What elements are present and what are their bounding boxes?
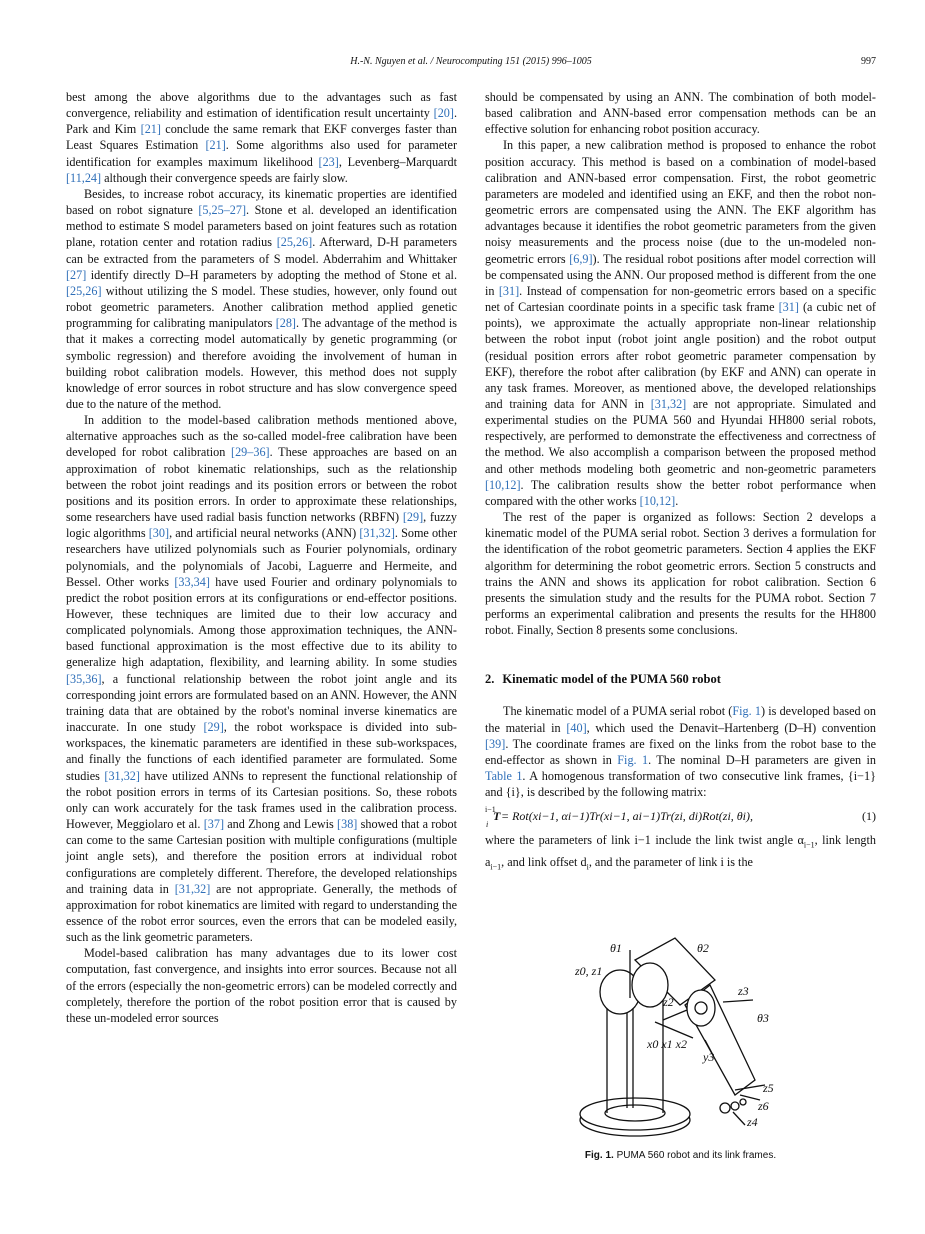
paragraph: should be compensated by using an ANN. The combination of both model-based calibration and ANN-based error compensation methods can be an effective solution for enhancing robot position accuracy. [485,90,876,137]
label-z4: z4 [747,1115,758,1129]
left-column [66,89,457,1026]
equation-sup: i−1 [485,805,496,815]
subscript: i [586,862,589,872]
paragraph: Model-based calibration has many advantages due to its lower cost computation, fast convergence, and insights into error sources. Because not all of the errors (especially the non-geometric errors) can be modeled correctly and completely, therefore the portion of the robot position error that is caused by these un-modeled error sources [66,946,457,1025]
citation-link[interactable]: [23] [318,154,339,169]
citation-link[interactable]: [33,34] [174,574,210,589]
citation-link[interactable]: Fig. 1 [732,704,761,719]
running-title: H.-N. Nguyen et al. / Neurocomputing 151 (2015) 996–1005 [350,56,592,67]
figure-caption [485,1150,876,1161]
citation-link[interactable]: [6,9] [569,251,593,266]
section-heading [485,671,876,687]
label-z5: z5 [763,1081,774,1095]
label-theta2: θ2 [697,941,709,955]
label-z2: z2 [663,995,674,1009]
citation-link[interactable]: [31,32] [104,768,140,783]
citation-link[interactable]: [29] [203,720,224,735]
citation-link[interactable]: [30] [148,526,170,541]
citation-link[interactable]: [35,36] [66,671,102,686]
citation-link[interactable]: [31,32] [650,396,687,411]
section-title: Kinematic model of the PUMA 560 robot [502,672,721,687]
citation-link[interactable]: [27] [66,267,87,282]
label-z6: z6 [758,1099,769,1113]
label-x012: x0 x1 x2 [647,1037,687,1051]
paragraph: where the parameters of link i−1 include the link twist angle $\alpha_{i-1}$, link length $a_{i-1}$, and link offset $d_i$, and the parameter of link i is the [485,833,876,872]
page-number: 997 [861,56,876,67]
citation-link[interactable]: [21] [140,122,161,137]
citation-link[interactable]: [31] [498,283,520,298]
citation-link[interactable]: [20] [433,106,454,121]
equation-lhs [485,805,501,830]
label-theta1: θ1 [610,941,622,955]
citation-link[interactable]: [29] [402,510,424,525]
citation-link[interactable]: [38] [337,817,358,832]
caption-text: PUMA 560 robot and its link frames. [613,1150,777,1161]
subscript: i−1 [490,862,502,872]
citation-link[interactable]: [31] [778,300,799,315]
citation-link[interactable]: Fig. 1 [617,752,649,767]
equation-number: (1) [862,809,876,824]
citation-link[interactable]: [25,26] [66,283,102,298]
figure-puma-robot [575,930,805,1145]
citation-link[interactable]: [10,12] [485,477,521,492]
equation-1 [485,806,876,828]
paragraph: The kinematic model of a PUMA serial robot (Fig. 1) is developed based on the material in [40], which used the Denavit–Hartenberg (D–H) convention [39]. The coordinate frames are fixed on the links from the robot base to the end-effector as shown in Fig. 1. The nominal D–H parameters are given in Table 1. A homogenous transformation of two consecutive link frames, {i−1} and {i}, is described by the following matrix: [485,704,876,800]
paragraph: In addition to the model-based calibration methods mentioned above, alternative approaches such as the so-called model-free calibration have been developed for robot calibration [29–36]. These approaches are based on an approximation of robot kinematic relationships, such as the relationship between the robot joint readings and its position errors or between the robot positions and its position errors. In order to approximate these relationships, some researchers have used radial basis function networks (RBFN) [29], fuzzy logic algorithms [30], and artificial neural networks (ANN) [31,32]. Some other researchers have utilized polynomials such as Fourier polynomials, ordinary polynomials, and the polynomials of Jacobi, Laguerre and Hermeite, and Bessel. Other works [33,34] have used Fourier and ordinary polynomials to predict the robot position errors at its configurations or end-effector positions. However, these techniques are limited due to their low accuracy and complicated polynomials. Among those approximation techniques, the ANN-based functional approximation is the most effective due to its ability to generalize high adaptation, flexibility, and learning ability. In some studies [35,36], a functional relationship between the robot joint angle and its corresponding joint errors are formulated based on an ANN. However, the ANN training data that are obtained by the robot's nominal inverse kinematics are inaccurate. In one study [29], the robot workspace is divided into sub-workspaces, the kinematic parameters are identified in these sub-workspaces, and finally the functions of each identified parameter are formulated. Some studies [31,32] have utilized ANNs to represent the functional relationship of the robot position errors in terms of its Cartesian positions. So, these robots only can work accurately for the task frames used in the calibration process. However, Meggiolaro et al. [37] and Zhong and Lewis [38] showed that a robot can come to the same Cartesian position with multiple configurations (multiple joint angle sets), and therefore the position errors at individual robot configurations are completely different. Therefore, the developed relationships and training data in [31,32] are not appropriate. Generally, the methods of approximation for robot kinematics are limited with regard to understanding the essence of the robot error sources, even the errors that can be modeled easily, such as the link geometric parameters. [66,413,458,945]
citation-link[interactable]: [31,32] [359,526,395,541]
subscript: i−1 [803,840,815,850]
citation-link[interactable]: [21] [205,138,226,153]
section-number: 2. [485,672,495,687]
equation-rhs: = Rot(xi−1, αi−1)Tr(xi−1, ai−1)Tr(zi, di)Rot(zi, θi), [501,809,754,824]
citation-link[interactable]: [5,25–27] [198,203,247,218]
citation-link[interactable]: Table 1 [485,769,523,784]
citation-link[interactable]: [31,32] [174,881,211,896]
paragraph: The rest of the paper is organized as follows: Section 2 develops a kinematic model of the PUMA serial robot. Section 3 derives a formulation for the identification of the robot geometric parameters. Section 4 applies the EKF algorithm for determining the robot geometric errors. Section 5 constructs and trains the ANN and shows its application for robot calibration. Section 6 presents the simulation study and the results for the PUMA robot. Section 7 performs an experimental calibration and presents the results for the HH800 robot. Finally, Section 8 presents some conclusions. [485,510,876,638]
label-z0z1: z0, z1 [575,964,603,978]
label-y3: y3 [703,1050,715,1064]
paragraph: In this paper, a new calibration method is proposed to enhance the robot position accuracy. This method is based on a combination of model-based calibration and ANN-based error compensation. First, the robot geometric parameters are modeled and identified using an EKF, and then the robot non-geometric errors are compensated using the ANN. The EKF algorithm has advantages because it identifies the robot geometric parameters from the given noisy measurements and the process noise (due to the un-modeled non-geometric errors [6,9]). The residual robot positions after model correction will be compensated using the ANN. Our proposed method is different from the one in [31]. Instead of compensation for non-geometric errors based on a specific net of Cartesian coordinate points in a specific task frame [31] (a cubic net of points), we approximate the actually appropriate non-linear relationship between the robot input (robot joint angle position) and the robot output (residual position errors after robot geometric parameter compensation by EKF), therefore the robot after calibration (by EKF and ANN) can operate in any task frames. Moreover, as mentioned above, the developed relationships and training data for ANN in [31,32] are not appropriate. Simulated and experimental studies on the PUMA 560 and Hyundai HH800 serial robots, respectively, are performed to demonstrate the effectiveness and correctness of the method. We also accomplish a comparison between the proposed method and other methods modeling both geometric and non-geometric parameters [10,12]. The calibration results show the better robot performance when compared with the other works [10,12]. [485,138,876,508]
citation-link[interactable]: [37] [203,817,225,832]
citation-link[interactable]: [28] [275,316,296,331]
paragraph: Besides, to increase robot accuracy, its kinematic properties are identified based on robot signature [5,25–27]. Stone et al. developed an identification method to estimate S model parameters based on joint features such as rotation plane, rotation center and rotation radius [25,26]. Afterward, D-H parameters can be extracted from the parameters of S model. Abderrahim and Whittaker [27] identify directly D–H parameters by adopting the method of Stone et al. [25,26] without utilizing the S model. These studies, however, only found out robot geometric parameters. Another calibration method applied genetic programming for calibrating manipulators [28]. The advantage of the method is that it makes a correcting model automatically by genetic programming (or symbolic regression) and therefore avoiding the involvement of human in building robot calibration models. However, this method does not supply knowledge of error sources in robot structure and has slow convergence speed due to the nature of the method. [66,186,458,411]
caption-label: Fig. 1. [584,1150,614,1161]
running-header [66,56,876,70]
citation-link[interactable]: [39] [485,736,506,751]
citation-link[interactable]: [40] [566,720,587,735]
label-z3: z3 [738,984,749,998]
right-column [485,89,876,876]
citation-link[interactable]: [29–36] [231,445,270,460]
equation-sub: i [486,820,489,830]
label-theta3: θ3 [757,1011,769,1025]
equation-symbol: T [493,809,501,824]
citation-link[interactable]: [25,26] [276,235,313,250]
citation-link[interactable]: [10,12] [639,493,676,508]
paragraph: best among the above algorithms due to the advantages such as fast convergence, reliability and estimation of identification result uncertainty [20]. Park and Kim [21] conclude the same remark that EKF converges faster than Least Squares Estimation [21]. Some algorithms also used for parameter identification for examples maximum likelihood [23], Levenberg–Marquardt [11,24] although their convergence speeds are fairly slow. [66,90,458,185]
citation-link[interactable]: [11,24] [66,170,102,185]
puma-robot-diagram [575,930,805,1145]
